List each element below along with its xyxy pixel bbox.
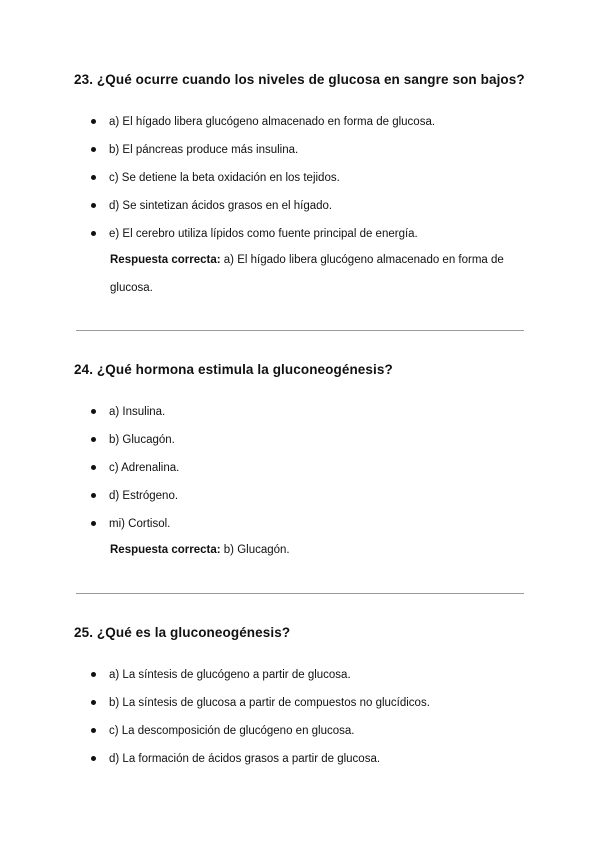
question-title: 23. ¿Qué ocurre cuando los niveles de glucosa en sangre son bajos? (74, 72, 525, 87)
correct-answer (110, 246, 540, 302)
divider (76, 593, 524, 594)
bullet-icon (91, 728, 96, 733)
correct-answer (110, 536, 540, 564)
bullet-icon (91, 672, 96, 677)
bullet-icon (91, 231, 96, 236)
bullet-icon (91, 175, 96, 180)
bullet-icon (91, 409, 96, 414)
bullet-icon (91, 493, 96, 498)
answer-label: Respuesta correcta: (110, 544, 221, 556)
bullet-icon (91, 756, 96, 761)
bullet-icon (91, 521, 96, 526)
bullet-icon (91, 700, 96, 705)
question-title: 24. ¿Qué hormona estimula la gluconeogénesis? (74, 362, 393, 377)
bullet-icon (91, 203, 96, 208)
answer-text: a) El hígado libera glucógeno almacenado en forma de glucosa. (110, 254, 504, 294)
answer-text: b) Glucagón. (223, 544, 290, 556)
bullet-icon (91, 147, 96, 152)
bullet-icon (91, 119, 96, 124)
bullet-icon (91, 437, 96, 442)
question-title: 25. ¿Qué es la gluconeogénesis? (74, 625, 291, 640)
bullet-icon (91, 465, 96, 470)
answer-label: Respuesta correcta: (110, 254, 221, 266)
divider (76, 330, 524, 331)
